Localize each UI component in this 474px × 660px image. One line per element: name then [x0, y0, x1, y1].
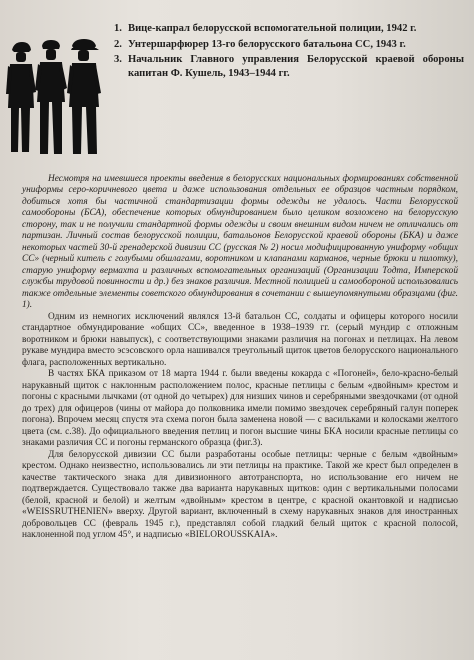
article-body [22, 174, 458, 542]
caption-item: 2. Унтершарфюрер 13-го белорусского батальона СС, 1943 г. [114, 38, 406, 50]
paragraph: Для белорусской дивизии СС были разработаны особые петлицы: черные с белым «двойным» крестом. Однако неизвестно, использовались ли эти петлицы на практике. Такой же крест был определен в качестве тактического знака для дивизионного автотранспорта, но использование его ничем не подтверждается. Существовало также два варианта нарукавных щитков: один с вертикальными полосами (белой, красной и белой) и желтым «двойным» крестом в центре, с красной окантовкой и надписью «WEISSRUTHENIEN» вверху. Другой вариант, включенный в схему нарукавных знаков для иностранных добровольцев СС (февраль 1945 г.), представлял собой гладкий белый щиток с красной полосой, наклоненной под углом 45°, и надписью «BIELOROUSSKAIA». [22, 449, 458, 541]
caption-item: 1. Вице-капрал белорусской вспомогательной полиции, 1942 г. [114, 23, 417, 34]
paragraph: Одним из немногих исключений являлся 13-й батальон СС, солдаты и офицеры которого носили стандартное обмундирование «общих СС», введенное в 1938–1939 гг. (серый мундир с отложным воротником и брюки навыпуск), с соответствующими знаками различия на погонах и петлицах. На левом рукаве мундира вместо эсэсовского орла нашивался треугольный щиток цветов белорусского национального флага, расположенных вертикально. [22, 311, 458, 368]
caption-item: 3. Начальник Главного управления Белорусской краевой обороны капитан Ф. Кушель, 1943–1944 гг. [114, 54, 464, 79]
paragraph: Несмотря на имевшиеся проекты введения в белорусских национальных формированиях собственной униформы серо-коричневого цвета и даже использования отдельных ее образцов частным порядком, добиться хотя бы частичной стандартизации формы одежды не удалось. Части Белорусской самообороны (БСА), обеспечение которых обмундированием было целиком возложено на белорусскую сторону, так и не получили стандартной формы одежды и своим внешним видом ничем не отличались от партизан. Личный состав белорусской полиции, батальонов Белорусской краевой обороны (БКА) и даже некоторых частей 30-й гренадерской дивизии СС (русская № 2) носил модифицированную униформу «общих СС» (черный китель с голубыми обшлагами, воротником и клапанами карманов, черные брюки и пилотку), старую униформу вермахта и различных вспомогательных организаций (Организации Тодта, Имперской службы трудовой повинности и др.) без знаков различия. Местной полицией и самообороной использовались также отдельные элементы советского обмундирования в сочетании с вышеупомянутыми образцами (фиг. 1). [22, 174, 458, 311]
soldiers-silhouette-icon [6, 38, 108, 160]
paragraph: В частях БКА приказом от 18 марта 1944 г. были введены кокарда с «Погоней», бело-красно-белый нарукавный щиток с наклонным расположением полос, красные петлицы с белым «двойным» крестом и погоны с красными лычками (от одной до четырех) для низших чинов и серебряными звездочками (от одной до трех) для офицеров (чины от майора до полковника имели помимо звездочек серебряный галун поперек погона). Впрочем месяц спустя эта схема погон была заменена новой — с васильками и колосками желтого цвета (см. с.38). До официального введения петлиц и погон высшие чины БКА носили красные петлицы со знаками различия СС и погоны германского образца (фиг.3). [22, 369, 458, 449]
figure-captions [114, 22, 464, 82]
